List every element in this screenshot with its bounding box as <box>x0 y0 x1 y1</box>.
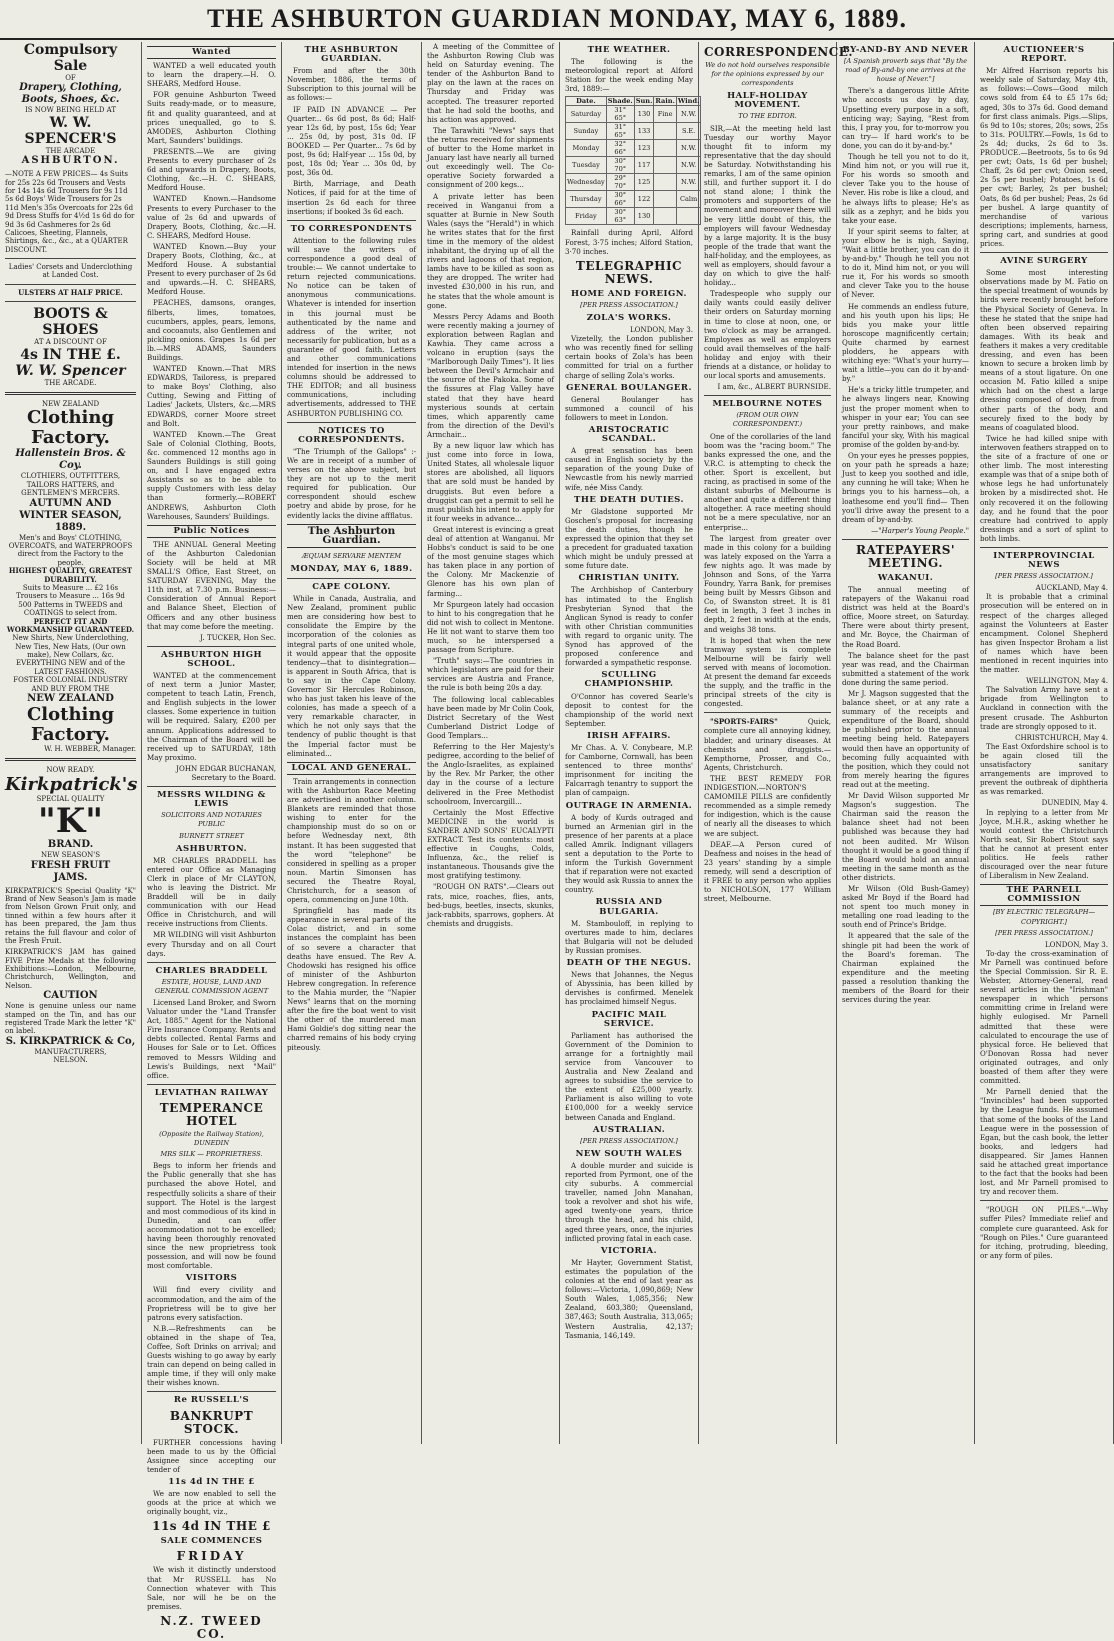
kirkpatrick-jam-ad <box>5 766 136 1064</box>
correspondence-note: We do not hold ourselves responsible for the opinions expressed by our correspondents <box>705 61 830 88</box>
clothing-factory-season: AUTUMN AND WINTER SEASON, 1889. <box>19 497 122 533</box>
telegraphic-news-heading: TELEGRAPHIC NEWS. <box>575 258 683 286</box>
correspondence-heading: CORRESPONDENCE. <box>704 45 854 59</box>
weather-table-cell: Fine <box>654 106 677 123</box>
weather-table-cell: 30° 63° <box>606 208 634 225</box>
christian-unity-heading: CHRISTIAN UNITY. <box>578 573 680 584</box>
medicine-advertisement: Certainly the Most Effective MEDICINE in the world is SANDER AND SONS' EUCALYPTI EXTRACT. Test its contents: most effective in Coughs, Colds, Influenza, &c., the relief is instantaneous. Thousands give the most gratifying testimony. <box>427 807 554 881</box>
weather-table-cell: N.W. <box>676 174 701 191</box>
guardian-terms-heading: THE ASHBURTON GUARDIAN. <box>304 45 399 65</box>
ratepayers-body: The annual meeting of ratepayers of the Wakanui road district was held at the Board's office, Moore street, on Saturday. There were about thirty present, and Mr. Boyce, the Chairman of the Road Board. <box>842 584 969 649</box>
clothing-factory-nz-2: NEW ZEALAND <box>27 693 114 705</box>
weather-table-cell <box>654 123 677 140</box>
parnell-commission-body: To-day the cross-examination of Mr Parnell was continued before the Special Commission. Sir R. E. Webster, Attorney-General, read several articles in the "Irishman" newspaper in which persons committing crime in Ireland were highly eulogised. Mr Parnell admitted that these were calculated to encourage the use of physical force. He believed that O'Donovan Rossa had never originated outrages, and only boasted of them after they were committed. <box>980 948 1108 1086</box>
spencer-ad-name: W. W. SPENCER'S <box>24 114 117 147</box>
high-school-signature: JOHN EDGAR BUCHANAN, Secretary to the Board. <box>176 763 276 783</box>
news-paragraph: "Truth" says:—The countries in which legislators are paid for their services are Austria and France, the rule is both being 20s a day. <box>427 656 554 693</box>
zola-dateline: LONDON, May 3. <box>629 325 693 335</box>
bankrupt-title: BANKRUPT STOCK. <box>169 1408 254 1436</box>
kirkpatrick-nelson: NELSON. <box>53 1056 88 1065</box>
bankrupt-amount: 11s 4d IN THE £ <box>168 1476 255 1487</box>
solicitors-note: MR WILDING will visit Ashburton every Thursday and on all Court days. <box>147 930 276 958</box>
bankrupt-sale: SALE COMMENCES <box>160 1536 263 1547</box>
parnell-commission-sub-2: [PER PRESS ASSOCIATION.] <box>995 928 1093 937</box>
kirkpatrick-caution: CAUTION <box>43 990 98 1002</box>
wanted-notice: PRESENTS.—We are giving Presents to every purchaser of 2s 6d and upwards in Drapery, Boots, Clothing, &c.—H. C. SHEARS, Medford House. <box>147 146 276 193</box>
weather-heading: THE WEATHER. <box>587 45 671 55</box>
kirkpatrick-body: KIRKPATRICK'S Special Quality "K" Brand of New Season's Jam is made from Nelson Grown Fruit only, and tinned within a few hours after it has been prepared, the Jam thus retains the full flavour and color of the Fresh Fruit. <box>5 886 136 945</box>
guardian-date: MONDAY, MAY 6, 1889. <box>290 563 413 574</box>
pacific-mail-body: Parliament has authorised the Government of the Dominion to arrange for a fortnightly mail service from Vancouver to Australia and New Zealand and agrees to subsidise the service to the extent of £25,000 yearly. Parliament is also willing to vote £100,000 for a weekly service between Canada and England. <box>565 1030 693 1122</box>
weather-table-row <box>566 106 701 123</box>
scandal-body: A great sensation has been caused in English society by the separation of the young Duke of Newcastle from his newly married wife, née Miss Candy. <box>565 446 693 492</box>
news-paragraph: Great interest is evincing a great deal of attention at Wanganui. Mr Hobbs's conduct is said to be one of the most genuine stages which has taken place in any portion of the Colony. Mr Mackenzie of Glenore has his own plan of farming... <box>427 524 554 598</box>
leviathan-sub: (Opposite the Railway Station), DUNEDIN <box>159 1129 264 1148</box>
weather-table-cell: 130 <box>634 208 654 225</box>
boulanger-body: General Boulanger has summoned a council of his followers to meet in London. <box>565 394 693 422</box>
victoria-heading: VICTORIA. <box>600 1245 658 1256</box>
weather-table-cell: 30° 70° <box>606 157 634 174</box>
poem-stanza: There's a dangerous little Afrite who accosts us day by day, Upsetting every purpose in a soft, enticing way; Saying, "Rest from this, I pray you, for to-morrow you can try— If hard work's to be done, you can do it by-and-by." <box>842 86 969 150</box>
weather-table-cell: Friday <box>566 208 607 225</box>
sculling-heading: SCULLING CHAMPIONSHIP. <box>584 670 674 690</box>
irish-affairs-body: Mr Chas. A. V. Conybeare, M.P. for Camborne, Cornwall, has been sentenced to three months' imprisonment for inciting the Falcarragh tenantry to support the plan of campaign. <box>565 742 693 798</box>
clothing-factory-firm: Hallenstein Bros. & Coy. <box>15 448 126 472</box>
spencer-ad-ulsters: ULSTERS AT HALF PRICE. <box>18 287 123 297</box>
solicitors-town: ASHBURTON. <box>175 843 248 854</box>
zola-heading: ZOLA'S WORKS. <box>586 312 672 323</box>
tweed-co-name: N.Z. TWEED CO. <box>160 1613 263 1641</box>
kirkpatrick-k-brand: "K" <box>38 801 103 842</box>
cape-colony-body: While in Canada, Australia, and New Zealand, prominent public men are considering how best to consolidate the Empire by the incorporation of the colonies as integral parts of one united whole, it would appear that the opposite tendency—that to disintegration—is apparent in South Africa, that is to say in the Cape Colony. Governor Sir Hercules Robinson, who has just taken his leave of the colonies, has made a speech of a very remarkable character, in which he not only says that the tendency of public thought is that the Imperial factor must be eliminated... <box>287 594 416 758</box>
armenia-body: A body of Kurds outraged and burned an Armenian girl in the presence of her parents at a place called Amrik. Indignant villagers sent a deputation to the Porte to inform the Turkish Government that if reparation were not exacted they would ask Russia to annex the country. <box>565 812 693 895</box>
weather-table-cell: Wednesday <box>566 174 607 191</box>
melbourne-notes-body-3: It is hoped that when the new tramway system is complete Melbourne will be fairly well served with means of locomotion. At present the demand far exceeds the supply, and the traffic in the principal streets of the city is congested. <box>704 635 831 709</box>
weather-table-cell: N.W. <box>676 140 701 157</box>
weather-table-header: Date. <box>566 97 607 106</box>
news-paragraph: A private letter has been received in Wanganui from a squatter at Burnie in New South Wales (says the "Herald") in which he writes states that for the first time in the memory of the oldest inhabitant, the drying up of all the rivers and lagoons of that region, lambs have to be killed as soon as they are dropped. The writer had invested £30,000 in his run, and he states that the whole amount is gone. <box>427 191 554 310</box>
clothing-factory-every: EVERYTHING NEW and of the LATEST FASHIONS. <box>16 659 125 676</box>
rough-on-rats-advertisement: "ROUGH ON RATS".—Clears out rats, mice, roaches, flies, ants, bed-bugs, beetles, insects, skunks, jack-rabbits, sparrows, gophers. At chemists and druggists. <box>427 882 554 928</box>
sculling-body: O'Connor has covered Searle's deposit to contest for the championship of the world next September. <box>565 691 693 728</box>
clothing-factory-foster: FOSTER COLONIAL INDUSTRY AND BUY FROM THE <box>13 676 128 693</box>
christian-unity-body: The Archbishop of Canterbury has intimated to the English Presbyterian Synod that the Anglican Synod is ready to confer with other Christian communities with regard to organic unity. The Synod has approved of the proposed conference and forwarded a sympathetic response. <box>565 585 693 668</box>
clothing-factory-manager: W. H. WEBBER, Manager. <box>44 745 136 754</box>
wanted-notice: PEACHES, damsons, oranges, filberts, limes, tomatoes, cucumbers, apples, pears, lemons, and cocoanuts, also Gentlemen and pickling onions. Grapes 1s 6d per lb.—MRS ADAMS, Saunders Buildings. <box>147 298 276 362</box>
bankrupt-heading: Re RUSSELL'S <box>173 1395 250 1406</box>
clothing-factory-ad <box>5 400 136 753</box>
kirkpatrick-season: NEW SEASON'S <box>41 851 100 860</box>
to-correspondents-heading: TO CORRESPONDENTS <box>290 223 413 234</box>
local-general-body-2: Springfield has made its appearance in several parts of the Colac district, and in some instances the complaint has been of so severe a character that deaths have ensued. The Rev A. Chodowski has resigned his office of minister of the Ashburton Hebrew congregation. In reference to the Mahia murder, the "Napier News" learns that on the morning after the fire the boat went to visit the other of the murdered man Hami Goldie's dog sitting near the charred remains of his body crying piteously. <box>287 906 416 1052</box>
poem-stanza: On your eyes he presses poppies, on your path he spreads a haze; Just to keep you soothed and idle, any cunning he will take; When he brings you to his harness—oh, a loathesome end you'll find— Then you'll drive away the present to a dream of by-and-by. <box>842 451 969 524</box>
clothing-factory-shirts: New Shirts, New Underclothing, New Ties, New Hats, (Our own make), New Collars, &c. <box>12 634 129 660</box>
news-paragraph: Mr Spurgeon lately had occasion to hint to his congregation that he did not wish to collect in Mentone. He lit not want to starve them too much, so he interspersed a passage from Scripture. <box>427 599 554 655</box>
weather-table-cell: N.W. <box>676 106 701 123</box>
spencer-ad-discount: AT A DISCOUNT OF <box>34 338 107 347</box>
weather-table-header: Wind. <box>677 97 700 106</box>
wanted-notice: FOR genuine Ashburton Tweed Suits ready-made, or to measure, fit and quality guaranteed, and at prices unequalled, go to S. AMODES, Ashburton Clothing Mart, Saunders' buildings. <box>147 90 276 145</box>
bankrupt-body-2: We are now enabled to sell the goods at the price at which we originally bought, viz., <box>147 1489 276 1517</box>
clothing-factory-patterns: 500 Patterns in TWEEDS and COATINGS to select from. <box>18 600 123 618</box>
pacific-mail-heading: PACIFIC MAIL SERVICE. <box>591 1009 667 1029</box>
nsw-body: A double murder and suicide is reported from Pyrmont, one of the city suburbs. A commercial traveller, named John Manahan, took a revolver and shot his wife, aged twenty-one years, thrice through the head, and his child, aged three years, once, the injuries inflicted proving fatal in each case. <box>565 1160 693 1243</box>
column-1-advertisements <box>0 42 142 1444</box>
half-holiday-heading: HALF-HOLIDAY MOVEMENT. <box>727 91 808 111</box>
leviathan-proprietress: MRS SILK — PROPRIETRESS. <box>160 1150 263 1159</box>
kirkpatrick-special: SPECIAL QUALITY <box>36 794 105 803</box>
clothing-factory-body: Men's and Boys' CLOTHING, OVERCOATS, and WATERPROOFS direct from the Factory to the people. <box>8 533 133 567</box>
weather-table-row <box>566 208 701 225</box>
visitors-heading: VISITORS <box>185 1273 238 1284</box>
spencer-ad <box>5 42 136 387</box>
spencer-ad-now: IS NOW BEING HELD AT <box>24 106 117 115</box>
home-foreign-heading: HOME AND FOREIGN. <box>571 288 687 299</box>
wanted-heading: Wanted <box>147 46 276 59</box>
kirkpatrick-manufacturers: MANUFACTURERS, <box>34 1047 107 1056</box>
half-holiday-letter-2: Tradespeople who supply our daily wants could easily deliver their orders on Saturday morning in time to close at noon, one, or two o'clock as may be arranged. Employees as well as employers could avail themselves of the half-holiday and enjoy with their friends at a distance, or holiday to our local sports and amusements. <box>704 289 831 381</box>
newspaper-masthead <box>0 0 1114 40</box>
weather-table-header: Shade. <box>607 97 633 106</box>
weather-table-cell: 123 <box>634 140 654 157</box>
wanted-notice: WANTED a well educated youth to learn the drapery.—H. O. SHEARS, Medford House. <box>147 61 276 89</box>
sports-fairs-advertisement <box>704 717 831 772</box>
caledonian-notice-signature: J. TUCKER, Hon Sec. <box>200 632 276 642</box>
poem-credit: —"Harper's Young People." <box>871 525 969 535</box>
leviathan-title: TEMPERANCE HOTEL <box>159 1100 264 1128</box>
australian-heading: AUSTRALIAN. <box>592 1124 666 1135</box>
rough-on-piles-advertisement: "ROUGH ON PILES."—Why suffer Piles? Immediate relief and complete cure guaranteed. Ask for "Rough on Piles." Cure guaranteed for itching, protruding, bleeding, or any form of piles. <box>980 1205 1108 1260</box>
weather-table-cell: N.W. <box>676 157 701 174</box>
clothing-factory-fit: PERFECT FIT AND WORKMANSHIP GUARANTEED. <box>6 616 135 634</box>
russia-bulgaria-body: M. Stambouloff, in replying to overtures made to him, declares that Bulgaria will not be deluded by Russian promises. <box>565 918 693 955</box>
avine-surgery-heading: AVINE SURGERY <box>1000 256 1088 267</box>
poem-stanza: He commends an endless future, and his youth upon his lips; He bids you make your little horoscope magnificently certain; Quite charmed by earnest plodders, he appears with witching eye: "What's your hurry—wait a little—you can do it by-and-by." <box>842 301 969 384</box>
weather-table-cell <box>654 157 677 174</box>
parnell-commission-sub: [BY ELECTRIC TELEGRAPH—COPYRIGHT.] <box>992 908 1096 926</box>
spencer-ad-boots: BOOTS & SHOES <box>33 306 108 339</box>
melbourne-notes-body-2: The largest from greater over made in this colony for a building was lately exposed on the Yarra a few nights ago. It was made by Johnson and Sons, of the Yarra Foundry, Yarra Bank, for premises being built by Messrs Gibson and Co, of Swanston street. It is 81 feet in length, 3 feet 3 inches in depth, 2 feet in width at the ends, and weighs 38 tons. <box>704 533 831 634</box>
avine-surgery-body: Some most interesting observations made by M. Fatio on the special treatment of wounds by birds were recently brought before the Physical Society of Geneva. In these he stated that the snipe had often been observed repairing damages. With its beak and feathers it makes a very creditable dressing, and even has been known to secure a broken limb by means of a stout ligature. On one occasion M. Fatio killed a snipe which had on the chest a large dressing composed of down from other parts of the body, and securely fixed to the body by means of coagulated blood. <box>980 268 1108 432</box>
interprovincial-dateline: AUCKLAND, May 4. <box>1035 583 1108 593</box>
weather-table-cell <box>654 174 677 191</box>
weather-table-cell <box>654 208 677 225</box>
melbourne-notes-heading: MELBOURNE NOTES <box>712 399 823 410</box>
guardian-terms-note: Birth, Marriage, and Death Notices, if paid for at the time of insertion 2s 6d each for three insertions; if booked 3s 6d each. <box>287 179 416 216</box>
interprovincial-sub: [PER PRESS ASSOCIATION.] <box>995 572 1093 581</box>
ratepayers-body: Mr Wilson (Old Bush-Gamey) asked Mr Boyd if the Board had not spent too much money in metalling one road leading to the south end of Prince's Bridge. <box>842 883 969 930</box>
weather-table-cell: 31° 65° <box>606 123 634 140</box>
news-paragraph: The Tarawhiti "News" says that the returns received for shipments of butter to the Home market in January last have nearly all turned out exceedingly well. The Co-operative Society forwarded a consignment of 200 kegs... <box>427 125 554 190</box>
weather-table-cell: 133 <box>634 123 654 140</box>
poem-stanza: Though he tell you not to do it, Mind him not, or you will rue it, For his words so smooth and clever Take you to the house of Never. His robe is like a cloud, and he always lifts to please; He's as silk as a zephyr, and he bids you take your ease. <box>842 152 969 225</box>
irish-affairs-heading: IRISH AFFAIRS. <box>587 730 671 741</box>
kirkpatrick-firm: S. KIRKPATRICK & Co, <box>5 1035 136 1047</box>
news-paragraph: Messrs Percy Adams and Booth were recently making a journey of exploration between Raglan and Kawhia. They came across a volcano in eruption (says the "Marlborough Daily Times"). It lies between the Devil's Armchair and the source of the Pakoka. Some of the fissures at Flag Valley have stated that they have heard mysterious sounds at certain times, which apparently came from the direction of the Devil's Armchair... <box>427 311 554 439</box>
sports-fairs-body: Quick, complete cure all annoying kidney, bladder, and urinary diseases. At chemists and druggists.—Kempthorne, Prosser, and Co., Agents, Christchurch. <box>704 717 831 772</box>
clothing-factory-quality: HIGHEST QUALITY, GREATEST DURABILITY. <box>8 566 133 584</box>
braddell-sub: ESTATE, HOUSE, LAND AND GENERAL COMMISSION AGENT <box>154 977 269 995</box>
ratepayers-body: It appeared that the sale of the shingle pit had been the work of the Board's foreman. The Chairman explained the expenditure and the meeting passed a resolution thanking the members of the Board for their services during the year. <box>842 931 969 1005</box>
interprovincial-body: The East Oxfordshire school is to be again closed till the unsatisfactory sanitary arrangements are improved to prevent the outbreak of diphtheria as was remarked. <box>980 741 1108 797</box>
kirkpatrick-name: Kirkpatrick's <box>5 773 138 795</box>
spencer-ad-signature: W. W. Spencer <box>15 362 126 379</box>
spencer-ad-arcade: THE ARCADE <box>45 146 96 155</box>
kirkpatrick-caution-body: None is genuine unless our name stamped on the Tin, and has our registered Trade Mark the letter "K" on label. <box>5 1002 136 1036</box>
cape-colony-heading: CAPE COLONY. <box>312 581 391 592</box>
solicitors-street: BURNETT STREET <box>179 831 244 840</box>
solicitors-body: MR CHARLES BRADDELL has entered our Office as Managing Clerk in place of Mr CLAYTON, who is leaving the District. Mr Braddell will be in daily communication with our Head Office in Christchurch, and will receive instructions from Clients. <box>147 855 276 929</box>
guardian-terms-body: From and after the 30th November, 1886, the terms of Subscription to this journal will be as follows:— <box>287 66 416 103</box>
wanted-notice: WANTED Known.—That MRS EDWARDS, Tailoress, is prepared to make Boys' Clothing, also Cutting, Sewing and Fitting of Ladies' Jackets, Ulsters, &c.—MRS EDWARDS, corner Moore street and Bolt. <box>147 364 276 428</box>
leviathan-body: Begs to inform her friends and the Public generally that she has purchased the above Hotel, and respectfully solicits a share of their support. The Hotel is the largest and most commodious of its kind in Dunedin, and can offer accommodation not to be excelled; having been thoroughly renovated since the new proprietress took possession, and will now be found most comfortable. <box>147 1161 276 1271</box>
boulanger-heading: GENERAL BOULANGER. <box>566 382 692 393</box>
column-8-reports <box>975 42 1114 1444</box>
clothing-factory-suits: Suits to Measure ... £2 16s <box>22 583 119 592</box>
scandal-heading: ARISTOCRATIC SCANDAL. <box>588 424 670 445</box>
to-correspondents-body: Attention to the following rules will save the writers of correspondence a good deal of trouble:— We cannot undertake to return rejected communications. No notice can be taken of anonymous communications. Whatever is intended for insertion in this journal must be authenticated by the name and address of the writer, not necessarily for publication, but as a guarantee of good faith. Letters and other communications intended for insertion in the news columns should be addressed to THE EDITOR; and all business communications, including advertisements, addressed to THE ASHBURTON PUBLISHING CO. <box>287 235 416 418</box>
weather-table-cell: 32° 66° <box>606 140 634 157</box>
column-4-local-news <box>422 42 560 1444</box>
deafness-advertisement: DEAF.—A Person cured of Deafness and noises in the head of 23 years' standing by a simple remedy, will send a description of it FREE to any person who applies to NICHOLSON, 177 William street, Melbourne. <box>704 839 831 904</box>
solicitors-sub: SOLICITORS AND NOTARIES PUBLIC <box>161 811 262 829</box>
weather-table-cell: Tuesday <box>566 157 607 174</box>
news-paragraph: By a new liquor law which has just come into force in Iowa, United States, all wholesale liquor stores are abolished, all liquors that are sold must be handed by druggists. But even before a druggist can get a permit to sell he must publish his intent to apply for it four weeks in advance... <box>427 441 554 523</box>
half-holiday-letter: SIR,—At the meeting held last Tuesday our worthy Mayor thought fit to inform my representative that the day should be Saturday. Notwithstanding his remarks, I am of the same opinion still, and further support it. I do not stand alone; I think the promoters and supporters of the movement and moreover there will be very little doubt of this, the employers will favour Wednesday by a large majority. It is the busy people of the trade that want the half-holiday, and the employees, as well as employers, should favour a day on which to give the half-holiday... <box>704 123 831 288</box>
spencer-ad-corsets: Ladies' Corsets and Underclothing at Landed Cost. <box>8 263 133 280</box>
notices-correspondents-heading: NOTICES TO CORRESPONDENTS. <box>298 425 405 445</box>
ratepayers-body: Mr J. Magson suggested that the balance sheet, or at any rate a summary of the receipts and expenditure of the Board, should be published prior to the annual meeting being held. Ratepayers would then have an opportunity of becoming fully acquainted with the position, which they could not from merely hearing the figures read out at the meeting. <box>842 689 969 789</box>
public-notices-heading: Public Notices <box>147 525 276 538</box>
weather-table-row <box>566 174 701 191</box>
masthead-title: THE ASHBURTON GUARDIAN MONDAY, MAY 6, 1889. <box>206 4 908 33</box>
melbourne-notes-body: One of the corollaries of the land boom was the "racing boom." The banks expressed the one, and the V.R.C. is attempting to check the other. Sport is excellent, but racing, as practised in some of the distant suburbs of Melbourne is another and quite a different thing altogether. A race meeting should not be a mere speculative, nor an enterprise... <box>704 431 831 532</box>
interprovincial-body: The Salvation Army have sent a brigade from Wellington to Auckland in connection with the present crusade. The Ashburton trade are strongly opposed to it. <box>980 685 1108 731</box>
death-duties-body: Mr Gladstone supported Mr Goschen's proposal for increasing the death duties, though he expressed the opinion that they set a precedent for graduated taxation which might be unduly pressed at some future date. <box>565 506 693 571</box>
bankrupt-price: 11s 4d IN THE £ <box>152 1519 271 1534</box>
weather-table-cell <box>654 191 677 208</box>
nsw-heading: NEW SOUTH WALES <box>575 1148 683 1159</box>
kirkpatrick-ready: NOW READY. <box>46 766 95 775</box>
visitors-body: Will find every civility and accommodation, and the aim of the Proprietress will be to give her patrons every satisfaction. <box>147 1285 276 1322</box>
half-holiday-to: TO THE EDITOR. <box>738 112 797 121</box>
clothing-factory-title: Clothing Factory. <box>26 407 115 449</box>
clothing-factory-title-2: Clothing Factory. <box>26 704 115 746</box>
weather-table <box>565 96 701 225</box>
interprovincial-body: It is probable that a criminal prosecution will be entered on in respect of the charges alleged against the Volunteers at Easter encampment. Colonel Shepherd has given Inspector Broham a list of names which have been mentioned in recent inquiries into the matter. <box>980 592 1108 675</box>
spencer-ad-title: Compulsory Sale <box>23 42 118 74</box>
ratepayers-heading: RATEPAYERS' MEETING. <box>855 542 956 570</box>
kirkpatrick-exhibitions: KIRKPATRICK'S JAM has gained FIVE Prize Medals at the following Exhibitions:—London, Melbourne, Christchurch, Wellington, and Nelson. <box>5 948 136 990</box>
braddell-heading: CHARLES BRADDELL <box>155 965 268 976</box>
weather-table-cell <box>654 140 677 157</box>
kirkpatrick-fresh: FRESH FRUIT <box>30 859 111 871</box>
interprovincial-dateline: WELLINGTON, May 4. <box>1026 676 1108 686</box>
local-general-heading: LOCAL AND GENERAL. <box>287 762 416 775</box>
poem-epigraph: [A Spanish proverb says that "By the road of By-and-by one arrives at the house of Never."] <box>843 57 968 84</box>
column-5-telegraphic <box>560 42 699 1444</box>
weather-table-row <box>566 140 701 157</box>
press-association-note: [PER PRESS ASSOCIATION.] <box>580 300 678 309</box>
guardian-flag: The Ashburton Guardian. <box>287 524 416 548</box>
avine-surgery-body-2: Twice he had killed snipe with interwoven feathers strapped on to the site of a fracture of one or other limb. The most interesting example was that of a snipe both of whose legs he had unfortunately broken by a misdirected shot. He only recovered it on the following day, and he found that the poor creature had contrived to apply dressings and a sort of splint to both limbs. <box>980 433 1108 543</box>
interprovincial-heading: INTERPROVINCIAL NEWS <box>993 550 1095 571</box>
victoria-body: Mr Hayter, Government Statist, estimates the population of the colonies at the end of last year as follows:—Victoria, 1,090,869; New South Wales, 1,085,356; New Zealand, 603,380; Queensland, 387,463; South Australia, 313,065; Western Australia, 42,137; Tasmania, 146,149. <box>565 1257 693 1340</box>
russia-bulgaria-heading: RUSSIA AND BULGARIA. <box>595 897 663 917</box>
parnell-commission-heading: THE PARNELL COMMISSION <box>980 884 1108 906</box>
high-school-heading: ASHBURTON HIGH SCHOOL. <box>160 649 263 669</box>
news-paragraph: The following local cablecables have been made by Mr Colin Cook, District Secretary of the West Cumberland District Lodge of Good Templars... <box>427 694 554 740</box>
column-2-notices <box>142 42 282 1641</box>
clothing-factory-trades: CLOTHIERS, OUTFITTERS, TAILORS HATTERS, and GENTLEMEN'S MERCERS. <box>20 472 121 498</box>
spencer-ad-signature-arcade: THE ARCADE. <box>44 378 97 387</box>
weather-table-cell: Saturday <box>566 106 607 123</box>
australian-sub: [PER PRESS ASSOCIATION.] <box>580 1136 678 1145</box>
weather-intro: The following is the meteorological report at Alford Station for the week ending May 3rd, 1889:— <box>565 57 693 94</box>
weather-table-cell: Sunday <box>566 123 607 140</box>
weather-table-cell: 31° 65° <box>606 106 634 123</box>
weather-table-row <box>566 191 701 208</box>
bankrupt-body: FURTHER concessions having been made to us by the Official Assignee since accepting our tender of <box>147 1437 276 1474</box>
interprovincial-dateline: CHRISTCHURCH, May 4. <box>1015 732 1108 742</box>
poem-heading: BY-AND-BY AND NEVER <box>842 45 969 55</box>
indigestion-advertisement: THE BEST REMEDY FOR INDIGESTION.—NORTON'S CAMOMILE PILLS are confidently recommended as a simple remedy for indigestion, which is the cause of nearly all the diseases to which we are subject. <box>704 773 831 838</box>
weather-table-cell: 125 <box>634 174 654 191</box>
weather-table-header: Sun. <box>635 97 653 106</box>
column-7-poetry-meetings <box>837 42 975 1444</box>
solicitors-heading: MESSRS WILDING & LEWIS <box>157 790 266 810</box>
interprovincial-body: In replying to a letter from Mr Joyce, M.H.R., asking whether he would contest the Christchurch North seat, Sir Robert Stout says that he cannot at present enter politics. He feels rather discouraged over the near future of Liberalism in New Zealand. <box>980 807 1108 881</box>
negus-heading: DEATH OF THE NEGUS. <box>566 958 692 969</box>
half-holiday-signature: I am, &c., ALBERT BURNSIDE. <box>717 382 831 392</box>
column-6-correspondence <box>699 42 854 1444</box>
ratepayers-place: WAKANUI. <box>877 572 934 583</box>
weather-table-cell: Calm <box>676 191 701 208</box>
poem-stanza: If your spirit seems to falter, at your elbow he is nigh, Saying, "Wait a little brother, you can do it by-and-by." Though he tell you not to do it, Mind him not, or you will rue it, For his words so smooth and clever Take you to the house of Never. <box>842 226 969 300</box>
news-paragraph: Referring to the Her Majesty's pedigree, according to the belief of the Anglo-Israelites, as explained by the Rev. Mr Parker, the other day in the course of a lecture delivered in the Free Methodist schoolroom, Invercargill... <box>427 742 554 806</box>
negus-body: News that Johannes, the Negus of Abyssinia, has been killed by dervishes is confirmed. Menelek has proclaimed himself Negus. <box>565 970 693 1007</box>
weather-rainfall: Rainfall during April, Alford Forest, 3·75 inches; Alford Station, 3·70 inches. <box>565 228 693 256</box>
column-3-editorial <box>282 42 422 1444</box>
guardian-motto: ÆQUAM SERVARE MENTEM <box>301 551 402 560</box>
leviathan-heading: LEVIATHAN RAILWAY <box>154 1087 269 1098</box>
zola-body: Vizetelly, the London publisher who was recently fined for selling certain books of Zola's has been committed for trial on a further charge of selling Zola's works. <box>565 334 693 380</box>
caledonian-notice: THE ANNUAL General Meeting of the Ashburton Caledonian Society will be held at MR SMALL'S Office, East Street, on SATURDAY EVENING, May the 11th inst, at 7.30 p.m. Business:—Consideration of Annual Report and Balance Sheet, Election of Officers and any other business that may come before the meeting. <box>147 539 276 631</box>
clothing-factory-nz: NEW ZEALAND <box>41 400 100 409</box>
guardian-terms-prices: IF PAID IN ADVANCE — Per Quarter... 6s 6d post, 8s 6d; Half-year 12s 6d, by post, 15s 6d; Year ... 25s 0d, by post, 31s 0d. IF BOOKED — Per Quarter... 7s 6d by post, 9s 6d; Half-year ... 15s 0d, by post, 18s 0d; Year ... 30s 0d, by post, 36s 0d. <box>287 104 416 178</box>
kirkpatrick-brand: BRAND. <box>47 839 94 851</box>
poem-stanza: He's a tricky little trumpeter, and he always lingers near, Knowing just the proper moment when to whisper in your ear; You can see your pretty rainbows, and make fanciful your sky, With his magical promise of the golden by-and-by. <box>842 385 969 449</box>
spencer-ad-goods: Drapery, Clothing, Boots, Shoes, &c. <box>19 82 122 106</box>
weather-table-cell: 117 <box>634 157 654 174</box>
weather-table-cell <box>676 208 701 225</box>
spencer-ad-prices: —NOTE A FEW PRICES— 4s Suits for 25s 22s 6d Trousers and Vests for 14s 14s 6d Trousers for 9s 11d 5s 6d Boys' Wide Trousers for 2s 11d Men's 35s Overcoats for 22s 6d 9d Dress Stuffs for 4½d 1s 6d do for 9d 3s 6d Cashmeres for 2s 6d Calicoes, Sheeting, Flannels, Shirtings, &c., &c., at a QUARTER DISCOUNT. <box>5 170 135 254</box>
weather-table-row <box>566 157 701 174</box>
high-school-notice: WANTED at the commencement of next term a Junior Master, competent to teach Latin, French, and English subjects in the lower classes. Some experience in tuition will be required. Salary, £200 per annum. Applications addressed to the Chairman of the Board will be received up to SATURDAY, 18th May proximo. <box>147 671 276 762</box>
spencer-ad-of: OF <box>65 74 76 82</box>
melbourne-notes-sub: (FROM OUR OWN CORRESPONDENT.) <box>732 411 803 429</box>
bankrupt-day: FRIDAY <box>176 1549 247 1564</box>
clothing-factory-trousers: Trousers to Measure ... 16s 9d <box>16 592 125 601</box>
sports-fairs-title: "SPORTS-FAIRS" <box>710 717 778 727</box>
weather-table-cell: 130 <box>634 106 654 123</box>
weather-table-cell: S.E. <box>676 123 701 140</box>
notices-correspondents-body: "The Triumph of the Gallops" :- We are in receipt of a number of verses on the above subject, but they are not up to the merit required for publication. Our correspondent should eschew poetry and abide by prose, for he evidently lacks the divine affflatus. <box>287 446 416 520</box>
wanted-notice: WANTED Known.—Handsome Presents to every Purchaser to the value of 2s 6d and upwards of Drapery, Boots, Clothing, &c.—H. C. SHEARS, Medford House. <box>147 194 276 240</box>
spencer-ad-four: 4s IN THE £. <box>20 346 121 363</box>
weather-table-cell: 30° 66° <box>606 191 634 208</box>
local-general-body: Train arrangements in connection with the Ashburton Race Meeting are advertised in another column. Blankets are reminded that those wishing to enter for the championship must do so on or before Wednesday next, 8th instant. It has been suggested that the word "telephone" be considered in spelling as a proper noun. Martin Simonsen has secured the Theatre Royal, Christchurch, for a season of opera, commencing on June 10th. <box>287 776 416 905</box>
weather-table-header: Rain. <box>655 97 675 106</box>
refreshments-body: N.B.—Refreshments can be obtained in the shape of Tea, Coffee, Soft Drinks on arrival; and Guests wishing to go away by early train can depend on being called in ample time, if they will only make their wishes known. <box>147 1323 276 1388</box>
weather-table-cell: 29° 70° <box>606 174 634 191</box>
armenia-heading: OUTRAGE IN ARMENIA. <box>565 800 693 811</box>
interprovincial-dateline: DUNEDIN, May 4. <box>1041 798 1108 808</box>
braddell-body: Licensed Land Broker, and Sworn Valuator under the "Land Transfer Act, 1885." Agent for the National Fire Insurance Company. Rents and debts collected. Rental Farms and Houses for Sale or to Let. Offices removed to Messrs Wilding and Lewis's Buildings, next "Mail" office. <box>147 998 276 1080</box>
parnell-commission-dateline: LONDON, May 3. <box>1044 939 1108 949</box>
news-paragraph: A meeting of the Committee of the Ashburton Rowing Club was held on Saturday evening. The tender of the Ashburton Band to play on the lawn at the races on Thursday and Friday was accepted. The treasurer reported that he had sold the booths, and his action was approved. <box>427 42 554 124</box>
weather-table-row <box>566 123 701 140</box>
ratepayers-body: The balance sheet for the past year was read, and the Chairman submitted a statement of the work done during the same period. <box>842 650 969 687</box>
death-duties-heading: THE DEATH DUTIES. <box>574 494 684 505</box>
weather-table-cell: 122 <box>634 191 654 208</box>
auctioneer-body: Mr Alfred Harrison reports his weekly sale of Saturday, May 4th, as follows:—Cows—Good milch cows sold from £4 to £5 17s 6d; aged, 30s to 37s 6d. Good demand for first class animals. Pigs.—Slips, 6s 9d to 10s; stores, 20s; sows, 25s to 31s. POULTRY.—Fowls, 1s 6d to 2s 4d; ducks, 2s 6d to 3s. PRODUCE.—Beetroots, 5s to 6s 9d per cwt; Oats, 1s 6d per bushel; Chaff, 2s 6d per cwt; Onion seed, 2s 5s per bushel; Potatoes, 1s 6d per cwt; Barley, 2s per bushel; Oats, 8s 6d per bushel; Peas, 2s 6d per bushel. A large quantity of merchandise of various descriptions; implements, harness, spring cart, and sundries at good prices. <box>980 66 1108 248</box>
ratepayers-body: Mr David Wilson supported Mr Magson's suggestion. The Chairman said the reason the balance sheet had not been published was because they had not been audited. Mr Wilson thought it would be a good thing if the Board would hold an annual meeting in the same month as the other districts. <box>842 791 969 882</box>
auctioneer-heading: AUCTIONEER'S REPORT. <box>1003 45 1085 65</box>
wanted-notice: WANTED Known.—The Great Sale of Colonial Clothing, Boots, &c. commenced 12 months ago in Saunders Buildings is still going on, and I have engaged extra Assistants so as to be able to supply Customers with less delay than formerly.—ROBERT ANDREWS, Ashburton Cloth Warehouses, Saunders' Buildings. <box>147 429 276 521</box>
spencer-ad-town: ASHBURTON. <box>21 155 120 167</box>
bankrupt-body-3: We wish it distinctly understood that Mr RUSSELL has No Connection whatever with This Sale, nor will he be on the premises. <box>147 1565 276 1611</box>
parnell-commission-body-2: Mr Parnell denied that the "Invincibles" had been supported by the League funds. He assumed that some of the books of the Land League were in the possession of Egan, but the cash book, the letter books, and ledgers had disappeared. Sir James Hannen said he attached great importance to the fact that the books had been lost, and Mr Parnell promised to try and recover them. <box>980 1087 1108 1197</box>
weather-table-cell: Monday <box>566 140 607 157</box>
kirkpatrick-jams: JAMS. <box>53 871 88 883</box>
weather-table-cell: Thursday <box>566 191 607 208</box>
wanted-notice: WANTED Known.—Buy your Drapery Boots, Clothing, &c., at Medford House. A substantial Present to every purchaser of 2s 6d and upwards.—H. C. SHEARS, Medford House. <box>147 241 276 297</box>
